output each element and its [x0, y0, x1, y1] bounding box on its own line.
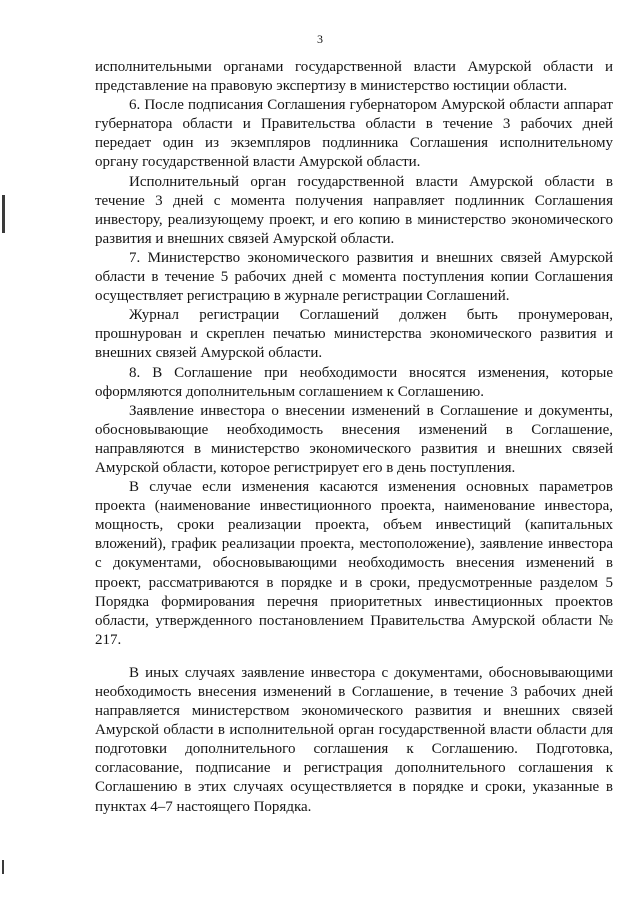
paragraph-executive-body: Исполнительный орган государственной власти Амурской области в течение 3 дней с момента получения направляет подлинник Соглашения инвестору, реализующему проект, и его копию в министерство экономического развития и внешних связей Амурской области.	[95, 173, 613, 247]
paragraph-continuation: исполнительными органами государственной власти Амурской области и представление на правовую экспертизу в министерство юстиции области.	[95, 59, 613, 95]
paragraph-item-7: 7. Министерство экономического развития и внешних связей Амурской области в течение 5 рабочих дней с момента поступления копии Соглашения осуществляет регистрацию в журнале регистрации Соглашений.	[95, 249, 613, 305]
paragraph-other-cases: В иных случаях заявление инвестора с документами, обосновывающими необходимость внесения изменений в Соглашение, в течение 3 рабочих дней направляется министерством экономического развития и внешних связей Амурской области в исполнительной орган государственной власти области для подготовки дополнительного соглашения к Соглашению. Подготовка, согласование, подписание и регистрация дополнительного соглашения к Соглашению в этих случаях осуществляется в порядке и сроки, указанные в пунктах 4–7 настоящего Порядка.	[95, 664, 613, 815]
document-body	[95, 58, 613, 817]
scan-margin-mark	[2, 860, 4, 874]
paragraph-investor-application: Заявление инвестора о внесении изменений в Соглашение и документы, обосновывающие необходимость внесения изменений в Соглашение, направляются в министерство экономического развития и внешних связей Амурской области, которое регистрирует его в день поступления.	[95, 402, 613, 476]
paragraph-registry-journal: Журнал регистрации Соглашений должен быть пронумерован, прошнурован и скреплен печатью министерства экономического развития и внешних связей Амурской области.	[95, 307, 613, 362]
scan-margin-mark	[2, 195, 5, 233]
paragraph-item-6: 6. После подписания Соглашения губернатором Амурской области аппарат губернатора области и Правительства области в течение 3 рабочих дней передает один из экземпляров подлинника Соглашения исполнительному органу государственной власти Амурской области.	[95, 97, 613, 171]
paragraph-item-8: 8. В Соглашение при необходимости вносятся изменения, которые оформляются дополнительным соглашением к Соглашению.	[95, 364, 613, 400]
paragraph-main-parameters-change: В случае если изменения касаются изменения основных параметров проекта (наименование инвестиционного проекта, наименование инвестора, мощность, сроки реализации проекта, объем инвестиций (капитальных вложений), график реализации проекта, местоположение), заявление инвестора с документами, обосновывающими необходимость внесения изменений в проект, рассматриваются в порядке и в сроки, предусмотренные разделом 5 Порядка формирования перечня приоритетных инвестиционных проектов области, утвержденного постановлением Правительства Амурской области № 217.	[95, 479, 613, 648]
page-number: 3	[317, 32, 323, 46]
